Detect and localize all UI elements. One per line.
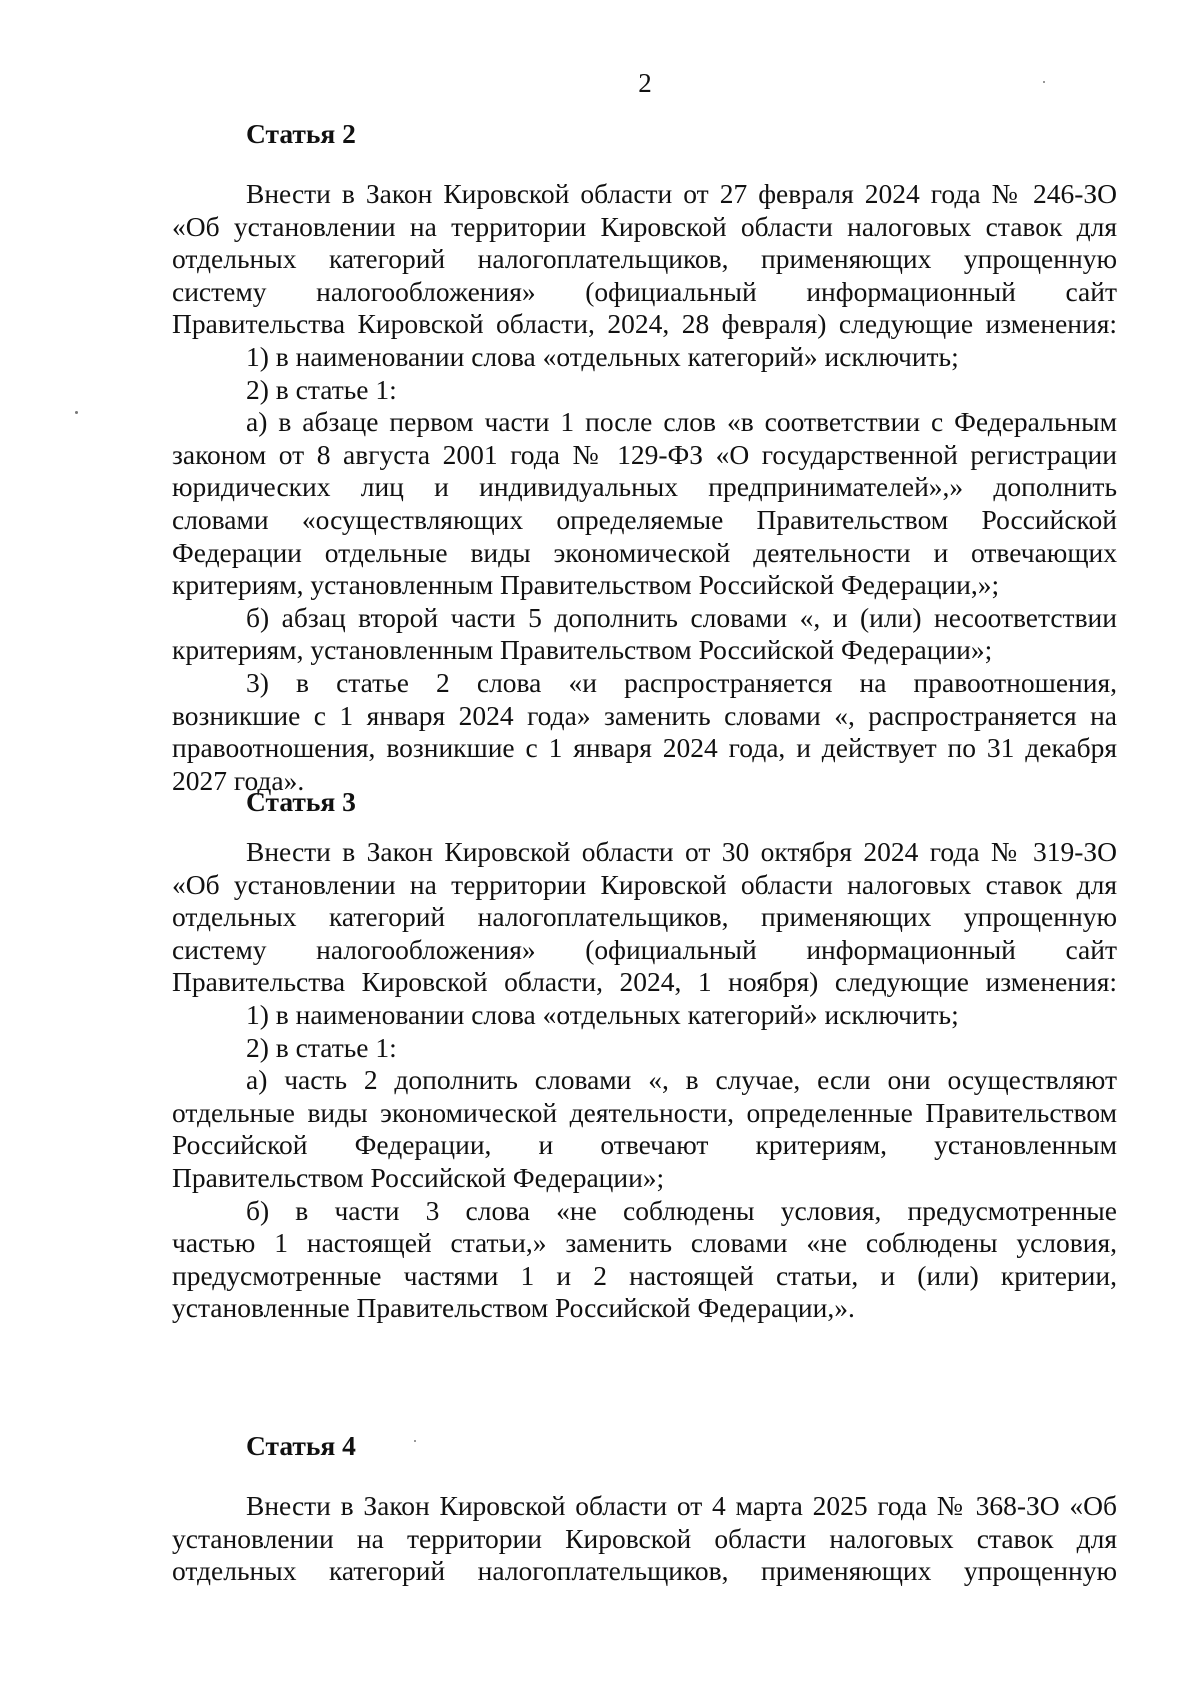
article-3-line: «Об установлении на территории Кировской области налоговых ставок для [172,868,1117,900]
article-2-line: критериям, установленным Правительством Российской Федерации,»; [172,569,1000,601]
article-3-line: Внести в Закон Кировской области от 30 октября 2024 года № 319-ЗО [246,836,1117,867]
article-2-line: «Об установлении на территории Кировской области налоговых ставок для [172,210,1117,242]
article-2-line: 2027 года». [172,764,305,796]
article-2-line: 3) в статье 2 слова «и распространяется на правоотношения, [246,666,1117,698]
article-3-line: систему налогообложения» (официальный информационный сайт [172,933,1117,965]
article-2-line: законом от 8 августа 2001 года № 129-ФЗ «О государственной регистрации [172,438,1117,470]
scan-speck [75,411,78,414]
article-4-heading: Статья 4 [246,1430,356,1461]
article-2-line: критериям, установленным Правительством Российской Федерации»; [172,634,993,666]
article-3-line: установленные Правительством Российской Федерации,». [172,1292,855,1324]
article-4-line: Внести в Закон Кировской области от 4 марта 2025 года № 368-ЗО «Об [246,1490,1117,1521]
article-4-line: отдельных категорий налогоплательщиков, применяющих упрощенную [172,1555,1117,1587]
article-3-line: 2) в статье 1: [246,1031,397,1063]
article-2-line: Правительства Кировской области, 2024, 28 февраля) следующие изменения: [172,308,1117,340]
article-2-line: словами «осуществляющих определяемые Правительством Российской [172,503,1117,535]
article-3-line: 1) в наименовании слова «отдельных категорий» исключить; [246,998,959,1030]
scan-speck [414,1440,416,1442]
scan-speck [1043,81,1045,83]
article-2-line: 1) в наименовании слова «отдельных категорий» исключить; [246,340,959,372]
article-3-heading: Статья 3 [246,786,356,817]
article-3-line: предусмотренные частями 1 и 2 настоящей статьи, и (или) критерии, [172,1259,1117,1291]
article-2-line: правоотношения, возникшие с 1 января 2024 года, и действует по 31 декабря [172,732,1117,764]
article-2-text [172,178,1117,797]
article-2-line: б) абзац второй части 5 дополнить словами «, и (или) несоответствии [246,601,1117,633]
article-2-line: Внести в Закон Кировской области от 27 февраля 2024 года № 246-ЗО [246,178,1117,209]
article-2-line: юридических лиц и индивидуальных предпринимателей»,» дополнить [172,471,1117,503]
article-2-line: а) в абзаце первом части 1 после слов «в соответствии с Федеральным [246,406,1117,438]
article-2-heading: Статья 2 [246,118,356,149]
article-3-line: Российской Федерации, и отвечают критериям, установленным [172,1129,1117,1161]
article-2-line: 2) в статье 1: [246,373,397,405]
article-2-line: возникшие с 1 января 2024 года» заменить словами «, распространяется на [172,699,1117,731]
article-3-line: отдельных категорий налогоплательщиков, применяющих упрощенную [172,901,1117,933]
article-4-line: установлении на территории Кировской области налоговых ставок для [172,1522,1117,1554]
article-3-line: Правительства Кировской области, 2024, 1 ноября) следующие изменения: [172,966,1117,998]
article-2-line: систему налогообложения» (официальный информационный сайт [172,275,1117,307]
article-3-line: б) в части 3 слова «не соблюдены условия, предусмотренные [246,1194,1117,1226]
article-3-line: отдельные виды экономической деятельности, определенные Правительством [172,1096,1117,1128]
article-2-line: Федерации отдельные виды экономической деятельности и отвечающих [172,536,1117,568]
article-4-text [172,1490,1117,1588]
article-3-line: частью 1 настоящей статьи,» заменить словами «не соблюдены условия, [172,1227,1117,1259]
article-3-text [172,836,1117,1325]
page-number: 2 [638,68,652,98]
article-2-line: отдельных категорий налогоплательщиков, применяющих упрощенную [172,243,1117,275]
article-3-line: Правительством Российской Федерации»; [172,1161,665,1193]
article-3-line: а) часть 2 дополнить словами «, в случае, если они осуществляют [246,1064,1117,1096]
